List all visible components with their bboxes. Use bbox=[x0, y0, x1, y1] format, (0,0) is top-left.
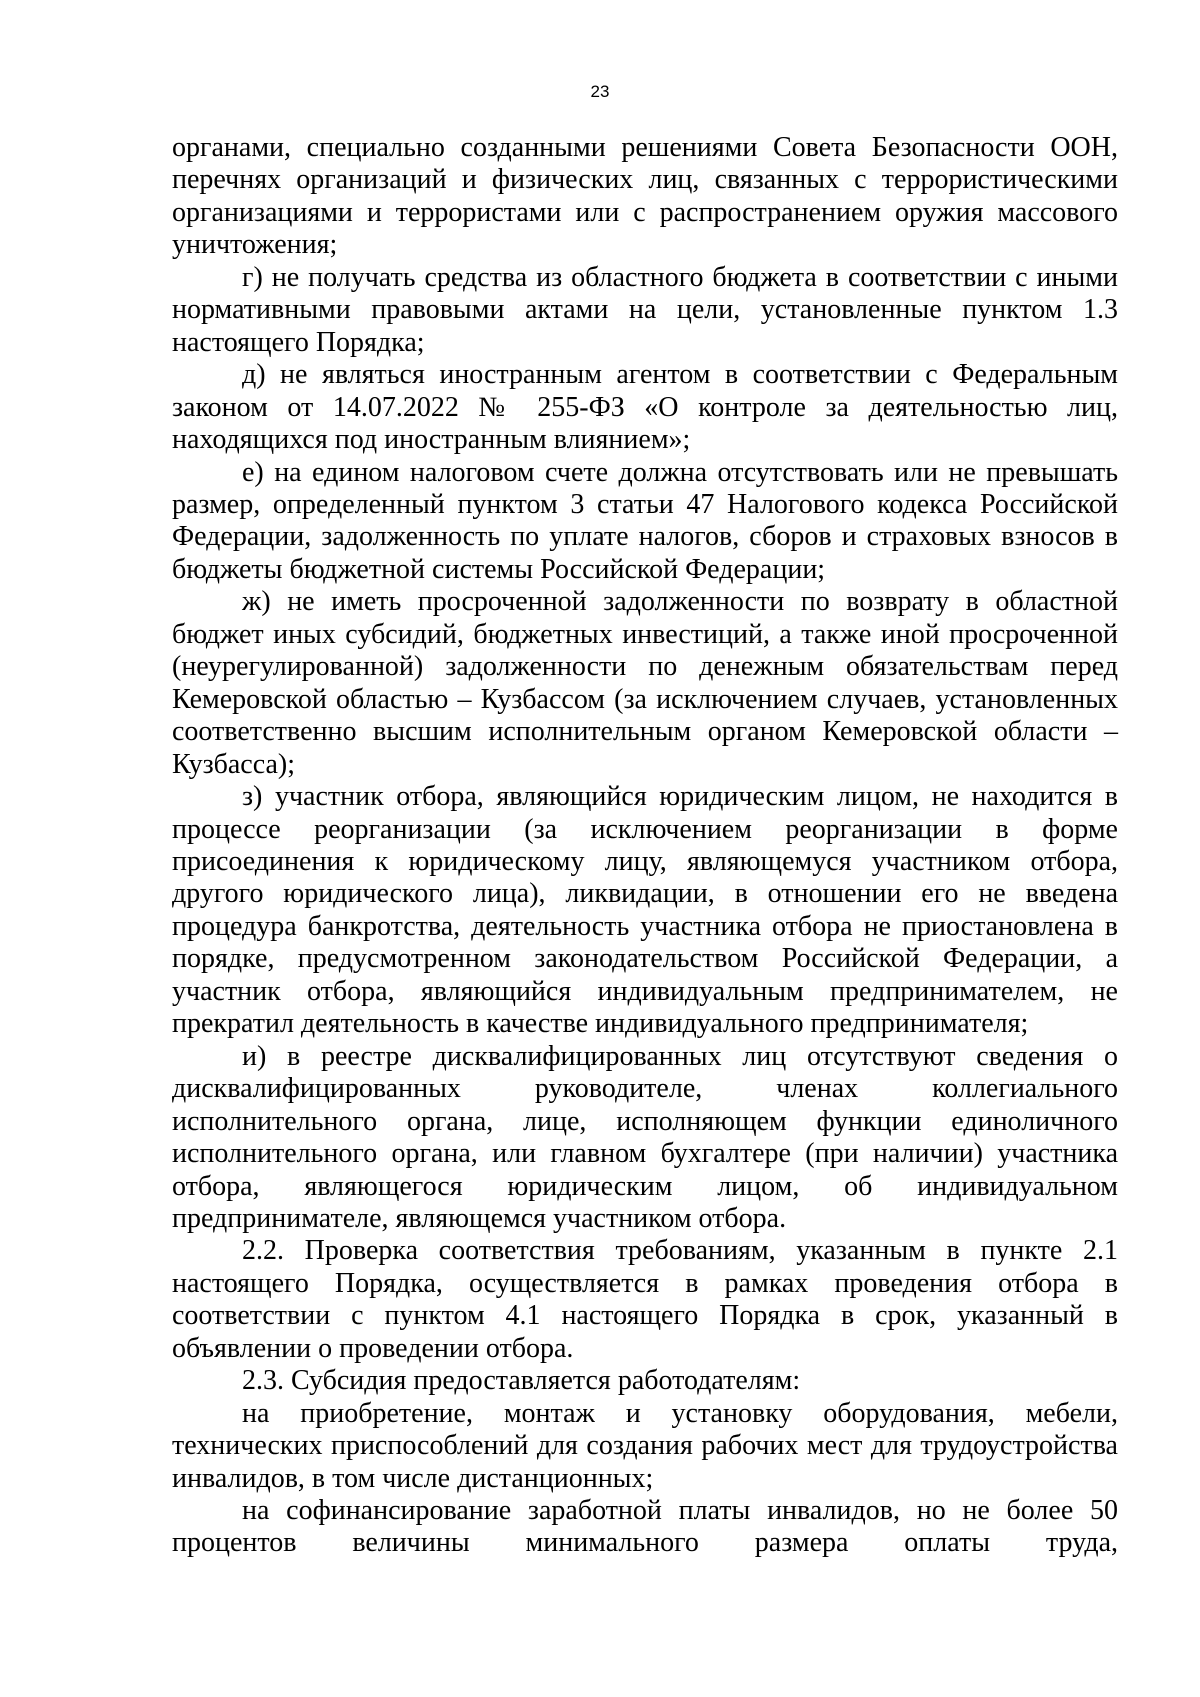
paragraph-item-d: д) не являться иностранным агентом в соответствии с Федеральным законом от 14.07.2022 № 255-ФЗ «О контроле за деятельностью лиц, находящихся под иностранным влиянием»; bbox=[172, 359, 1118, 456]
document-body bbox=[172, 132, 1118, 1560]
paragraph-equipment: на приобретение, монтаж и установку оборудования, мебели, технических приспособлений для создания рабочих мест для трудоустройства инвалидов, в том числе дистанционных; bbox=[172, 1397, 1118, 1494]
paragraph-cofinancing: на софинансирование заработной платы инвалидов, но не более 50 процентов величины минимального размера оплаты труда, bbox=[172, 1495, 1118, 1559]
paragraph-item-i: и) в реестре дисквалифицированных лиц отсутствуют сведения о дисквалифицированных руководителе, членах коллегиального исполнительного органа, лице, исполняющем функции единоличного исполнительного органа, или главном бухгалтере (при наличии) участника отбора, являющегося юридическим лицом, об индивидуальном предпринимателе, являющемся участником отбора. bbox=[172, 1040, 1118, 1234]
paragraph-item-zh: ж) не иметь просроченной задолженности по возврату в областной бюджет иных субсидий, бюджетных инвестиций, а также иной просроченной (неурегулированной) задолженности по денежным обязательствам перед Кемеровской областью – Кузбассом (за исключением случаев, установленных соответственно высшим исполнительным органом Кемеровской области – Кузбасса); bbox=[172, 586, 1118, 780]
page-number: 23 bbox=[590, 82, 610, 101]
paragraph-2-3: 2.3. Субсидия предоставляется работодателям: bbox=[242, 1365, 801, 1397]
paragraph-item-g: г) не получать средства из областного бюджета в соответствии с иными нормативными правовыми актами на цели, установленные пунктом 1.3 настоящего Порядка; bbox=[172, 261, 1118, 358]
paragraph-item-z: з) участник отбора, являющийся юридическим лицом, не находится в процессе реорганизации (за исключением реорганизации в форме присоединения к юридическому лицу, являющемуся участником отбора, другого юридического лица), ликвидации, в отношении его не введена процедура банкротства, деятельность участника отбора не приостановлена в порядке, предусмотренном законодательством Российской Федерации, а участник отбора, являющийся индивидуальным предпринимателем, не прекратил деятельность в качестве индивидуального предпринимателя; bbox=[172, 781, 1118, 1040]
paragraph-2-2: 2.2. Проверка соответствия требованиям, указанным в пункте 2.1 настоящего Порядка, осуществляется в рамках проведения отбора в соответствии с пунктом 4.1 настоящего Порядка в срок, указанный в объявлении о проведении отбора. bbox=[172, 1235, 1118, 1364]
paragraph-continuation: органами, специально созданными решениями Совета Безопасности ООН, перечнях организаций и физических лиц, связанных с террористическими организациями и террористами или с распространением оружия массового уничтожения; bbox=[172, 132, 1118, 261]
paragraph-item-e: е) на едином налоговом счете должна отсутствовать или не превышать размер, определенный пунктом 3 статьи 47 Налогового кодекса Российской Федерации, задолженность по уплате налогов, сборов и страховых взносов в бюджеты бюджетной системы Российской Федерации; bbox=[172, 456, 1118, 585]
